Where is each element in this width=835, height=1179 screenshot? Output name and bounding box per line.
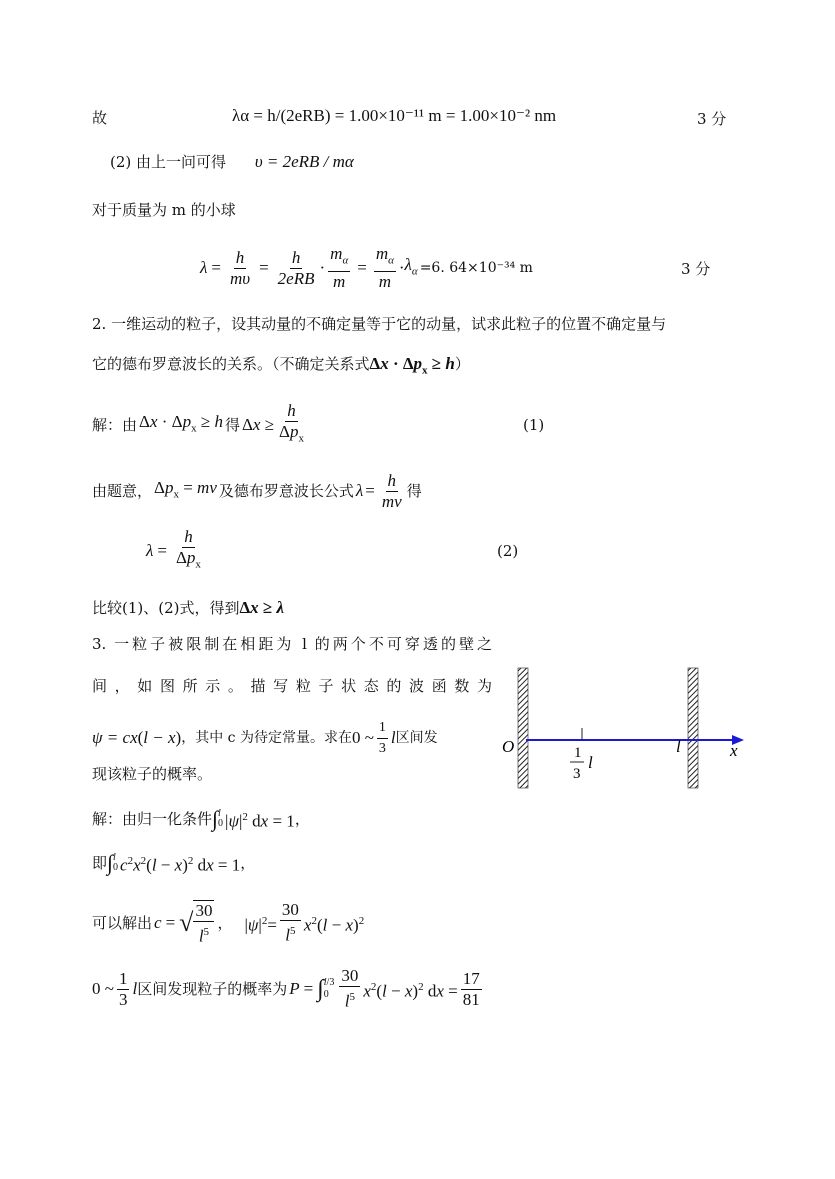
q3-line4: 现该粒子的概率。 (92, 765, 213, 783)
q2-line2: 它的德布罗意波长的关系。（不确定关系式$\Delta x \cdot \Delta p_x \ge h$） (92, 354, 470, 377)
sol3-line4: 0 ~ $\frac{1}{3}$ l 区间发现粒子的概率为 P = ∫ l/3 0 $\frac{30}{l^5}$ $x^2(l - x)^2$ dx = $\frac{17}{81}$ (92, 966, 480, 1011)
right-wall (688, 668, 698, 788)
q2-line1: 2. 一维运动的粒子，设其动量的不确定量等于它的动量，试求此粒子的位置不确定量与 (92, 315, 667, 333)
sol2-line4: 比较(1)、(2)式，得到Δx ≥ λ (92, 598, 285, 617)
sol2-line2: 由题意， $\Delta p_x$ = mv 及德布罗意波长公式 λ = $\frac{h}{mv}$ 得 (92, 470, 422, 511)
score-2: 3 分 (681, 260, 711, 278)
sol2-line1: 解：由 $\Delta x \cdot \Delta p_x \ge h$ 得 Δx ≥ $\frac{h}{\Delta p_x}$ (92, 401, 304, 445)
wall-label: l (676, 737, 681, 756)
line-gu: 故 (92, 109, 108, 127)
score-1: 3 分 (697, 110, 727, 128)
eq-lambda-small-ball: λ = $\frac{h}{m\upsilon}$ = $\frac{h}{\text{2eRB}}$ · $\frac{m_\alpha}{m}$ = $\frac{m_\alpha}{m}$ · $\lambda_\alpha$ =6. 64×10⁻³⁴ m (200, 244, 533, 291)
lambda-value: =6. 64×10⁻³⁴ m (419, 260, 533, 276)
origin-label: O (502, 737, 515, 756)
sol3-line1: 解：由归一化条件 ∫ l 0 $|\psi|^2$ dx = 1 ， (92, 806, 310, 831)
sol3-line3: 可以解出 c = √ $\frac{30}{l^5}$ ， $|\psi|^2=$ $\frac{30}{l^5}$ $x^2(l - x)^2$ (92, 900, 365, 946)
q3-line3: ψ = cx ( l − x ) ，其中 c 为待定常量。求在 0 ~ $\frac{1}{3}$ l 区间发 (92, 719, 438, 756)
third-num: 1 (574, 745, 582, 761)
q3-line2: 间，如图所示。描写粒子状态的波函数为 (92, 677, 492, 695)
eq-tag-2: (2) (497, 542, 519, 560)
eq-tag-1: (1) (523, 416, 545, 434)
axis-label: x (730, 741, 738, 760)
eq-lambda-alpha: λα = h/(2eRB) = 1.00×10⁻¹¹ m = 1.00×10⁻² nm (232, 106, 557, 125)
wall-figure (500, 660, 760, 800)
line-3: 对于质量为 m 的小球 (92, 201, 236, 219)
line-2: (2) 由上一问可得 υ = 2eRB / mα (110, 152, 354, 171)
sol3-line2: 即 ∫ l 0 $c^2x^2(l - x)^2$ dx = 1 ， (92, 850, 256, 875)
third-l: l (588, 753, 593, 772)
sol2-line3: λ = $\frac{h}{\Delta p_x}$ (146, 527, 201, 571)
left-wall (518, 668, 528, 788)
q3-line1: 3. 一粒子被限制在相距为 l 的两个不可穿透的壁之 (92, 635, 492, 653)
third-den: 3 (573, 766, 581, 782)
